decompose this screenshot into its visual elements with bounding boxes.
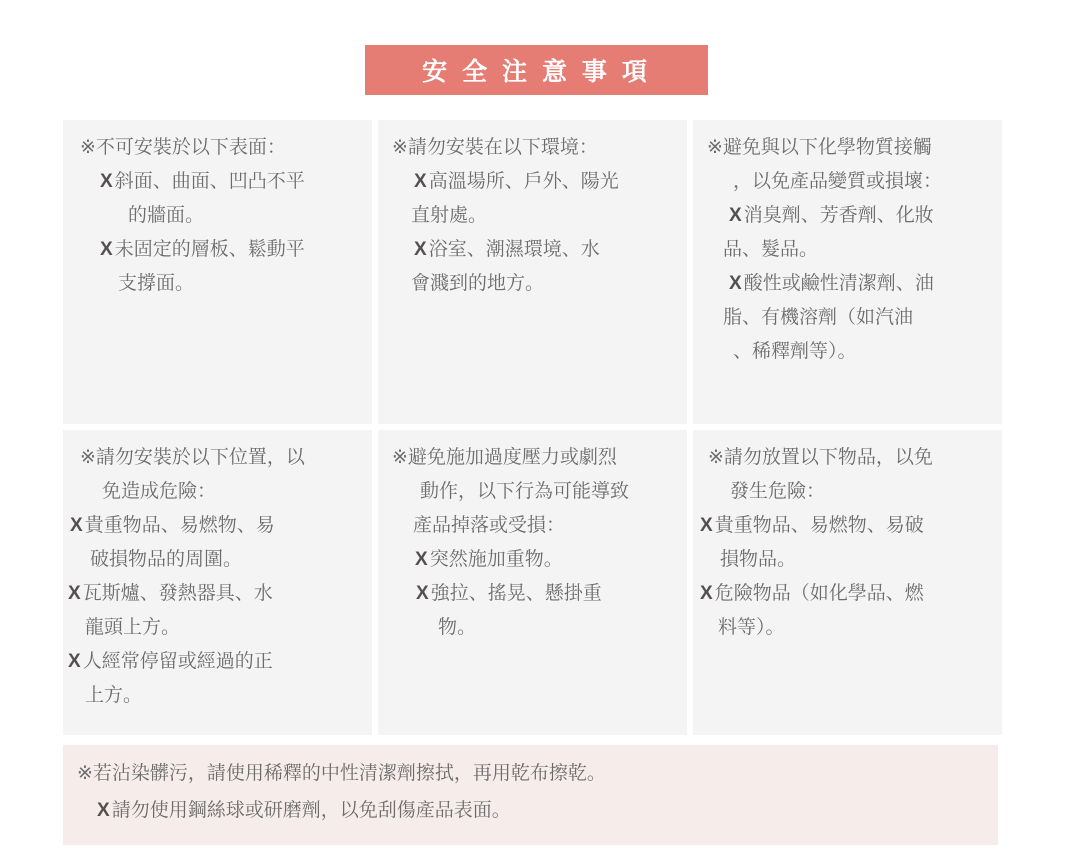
notice-line: [693, 335, 1002, 369]
notice-line: [693, 509, 1002, 543]
notice-line: [63, 199, 372, 233]
notice-text: ※避免與以下化學物質接觸: [707, 137, 932, 158]
x-mark: X: [100, 239, 113, 260]
notice-text: 產品掉落或受損：: [413, 515, 566, 536]
notice-text: 人經常停留或經過的正: [82, 651, 273, 672]
x-mark: X: [415, 549, 428, 570]
x-mark: X: [700, 583, 713, 604]
notice-text: 支撐面。: [118, 273, 195, 294]
notice-text: 脂、有機溶劑（如汽油: [723, 307, 914, 328]
notice-text: 損物品。: [720, 549, 797, 570]
notice-line: [63, 165, 372, 199]
notice-line: [693, 131, 1002, 165]
notice-box-surfaces: [63, 120, 372, 424]
x-mark: X: [414, 239, 427, 260]
notice-text: 的牆面。: [128, 205, 205, 226]
notice-text: 酸性或鹼性清潔劑、油: [743, 273, 934, 294]
x-mark: X: [414, 171, 427, 192]
notice-line: [63, 267, 372, 301]
notice-text: 浴室、潮濕環境、水: [428, 239, 600, 260]
notice-line: [693, 199, 1002, 233]
notice-line: [378, 165, 687, 199]
notice-line: [693, 611, 1002, 645]
page-title: 安 全 注 意 事 項: [365, 45, 708, 95]
notice-line: [378, 267, 687, 301]
notice-line: [63, 475, 372, 509]
x-mark: X: [68, 583, 81, 604]
notice-text: ※請勿安裝於以下位置，以: [80, 447, 305, 468]
notice-box-pressure: [378, 430, 687, 735]
notice-text: 斜面、曲面、凹凸不平: [114, 171, 305, 192]
notice-line: [693, 441, 1002, 475]
notice-text: 上方。: [85, 685, 143, 706]
notice-text: 請勿使用鋼絲球或研磨劑，以免刮傷產品表面。: [111, 800, 511, 821]
notice-text: ※不可安裝於以下表面：: [80, 137, 286, 158]
notice-text: 貴重物品、易燃物、易破: [714, 515, 924, 536]
notice-line: [63, 577, 372, 611]
notice-line: [378, 199, 687, 233]
notice-text: 免造成危險：: [102, 481, 217, 502]
notice-text: 破損物品的周圍。: [90, 549, 243, 570]
notice-line: [63, 645, 372, 679]
notice-text: 突然施加重物。: [429, 549, 563, 570]
notice-text: ※若沾染髒污，請使用稀釋的中性清潔劑擦拭，再用乾布擦乾。: [77, 763, 606, 784]
x-mark: X: [700, 515, 713, 536]
notice-box-chemicals: [693, 120, 1002, 424]
x-mark: X: [100, 171, 113, 192]
x-mark: X: [729, 273, 742, 294]
notice-text: ※避免施加過度壓力或劇烈: [392, 447, 617, 468]
x-mark: X: [70, 515, 83, 536]
notice-text: 瓦斯爐、發熱器具、水: [82, 583, 273, 604]
notice-text: 、稀釋劑等）。: [733, 341, 857, 362]
notice-line: [378, 131, 687, 165]
notice-text: 高溫場所、戶外、陽光: [428, 171, 619, 192]
notice-line: [63, 611, 372, 645]
notice-line: [378, 611, 687, 645]
x-mark: X: [97, 800, 110, 821]
notice-line: [63, 233, 372, 267]
notice-text: 未固定的層板、鬆動平: [114, 239, 305, 260]
notice-text: 龍頭上方。: [85, 617, 181, 638]
notice-text: 貴重物品、易燃物、易: [84, 515, 275, 536]
notice-line: [693, 233, 1002, 267]
notice-line: [693, 267, 1002, 301]
notice-line: [378, 509, 687, 543]
notice-text: ，以免產品變質或損壞：: [733, 171, 943, 192]
notice-line: [378, 543, 687, 577]
notice-text: 會濺到的地方。: [411, 273, 545, 294]
notice-line: [693, 475, 1002, 509]
notice-text: 動作，以下行為可能導致: [420, 481, 630, 502]
notice-text: 強拉、搖晃、懸掛重: [430, 583, 602, 604]
notice-line: [63, 131, 372, 165]
notice-line: [693, 301, 1002, 335]
notice-line: [378, 475, 687, 509]
notice-text: ※請勿安裝在以下環境：: [392, 137, 598, 158]
notice-grid: [63, 120, 1002, 735]
notice-text: 料等）。: [718, 617, 785, 638]
notice-text: 消臭劑、芳香劑、化妝: [743, 205, 934, 226]
notice-line: [693, 543, 1002, 577]
notice-line: [378, 577, 687, 611]
notice-text: 物。: [438, 617, 477, 638]
x-mark: X: [729, 205, 742, 226]
notice-box-environments: [378, 120, 687, 424]
notice-text: ※請勿放置以下物品，以免: [708, 447, 933, 468]
notice-text: 發生危險：: [730, 481, 826, 502]
notice-line: [378, 233, 687, 267]
care-note-box: [63, 745, 998, 845]
notice-text: 危險物品（如化學品、燃: [714, 583, 924, 604]
notice-line: [63, 543, 372, 577]
notice-line: [693, 165, 1002, 199]
notice-text: 直射處。: [411, 205, 488, 226]
notice-box-locations: [63, 430, 372, 735]
notice-line: [63, 755, 998, 792]
x-mark: X: [68, 651, 81, 672]
notice-box-items: [693, 430, 1002, 735]
notice-line: [693, 577, 1002, 611]
notice-line: [63, 679, 372, 713]
notice-line: [63, 509, 372, 543]
x-mark: X: [416, 583, 429, 604]
notice-line: [63, 441, 372, 475]
notice-text: 品、髮品。: [723, 239, 819, 260]
notice-line: [63, 792, 998, 829]
notice-line: [378, 441, 687, 475]
